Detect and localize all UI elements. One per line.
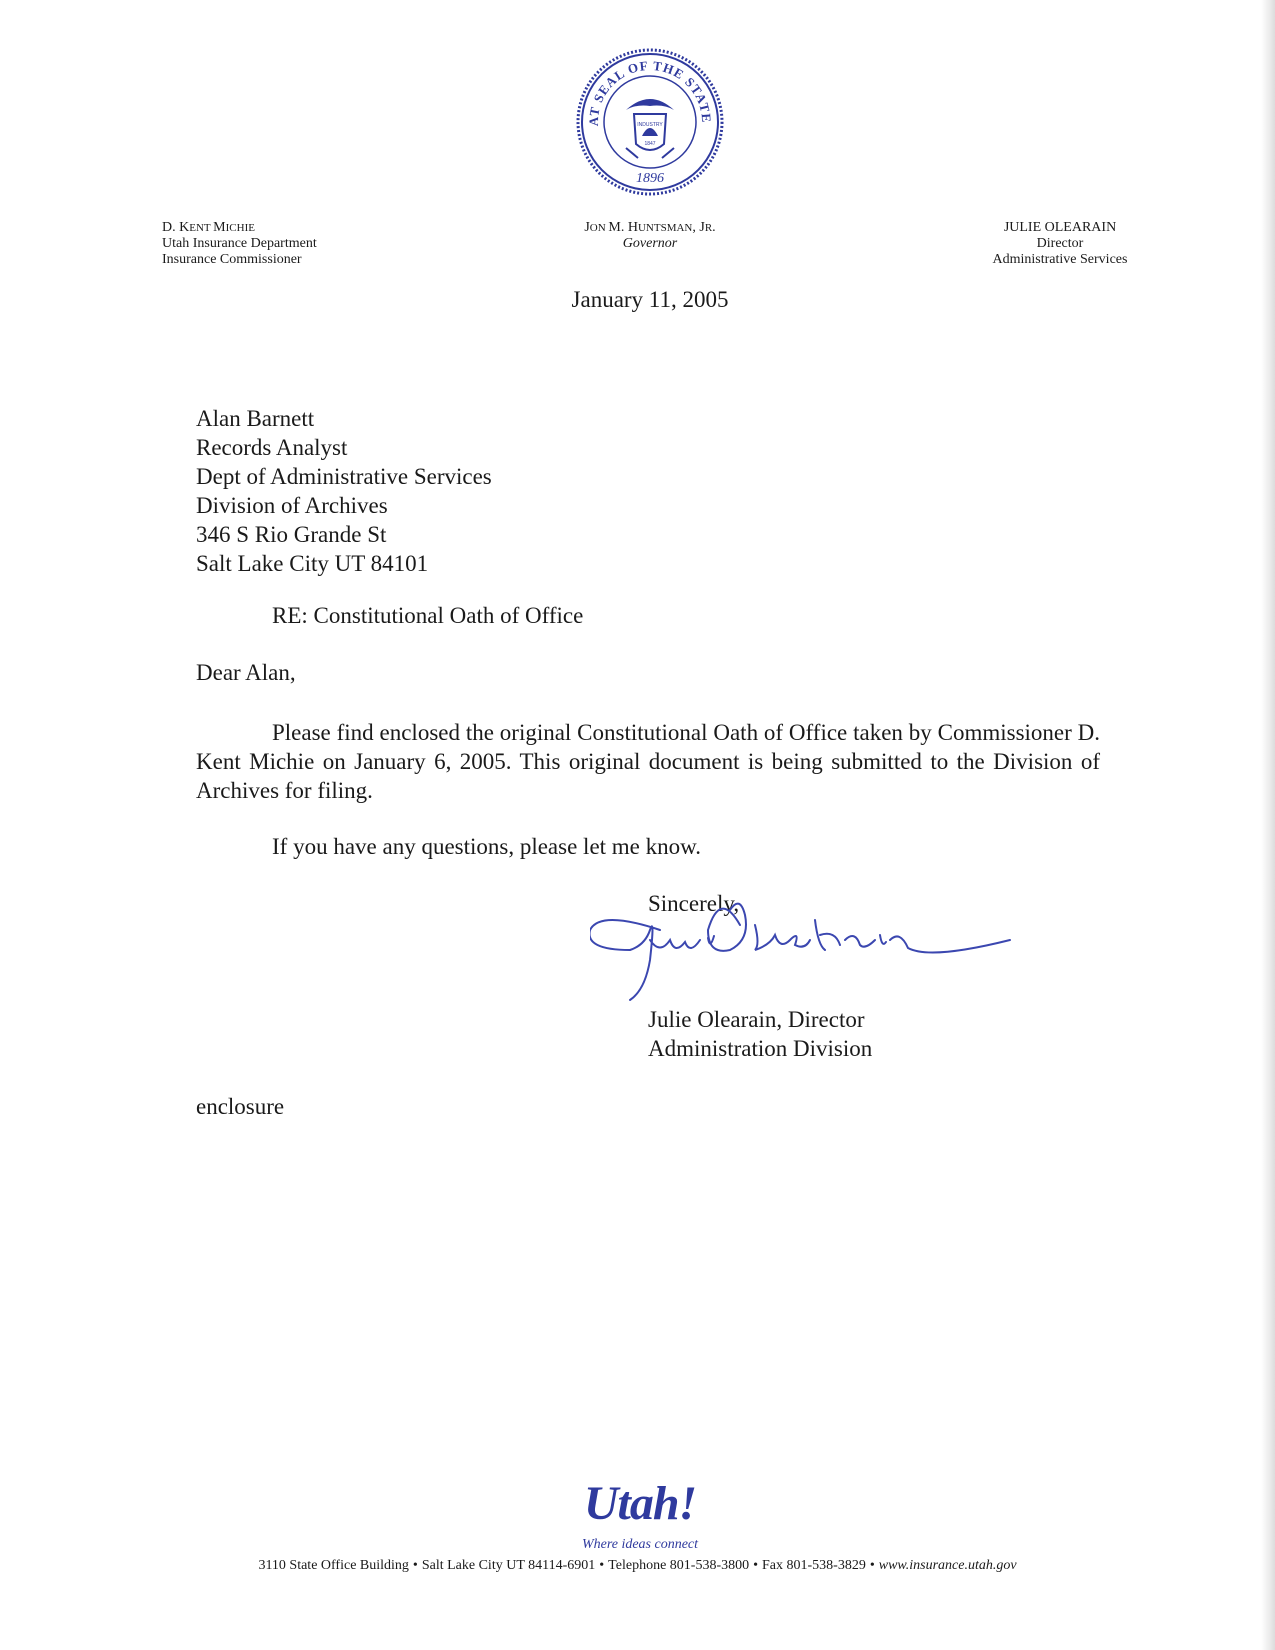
recipient-line: Records Analyst (196, 435, 348, 460)
body-paragraph-closing: If you have any questions, please let me know. (272, 834, 702, 859)
recipient-line: Division of Archives (196, 493, 388, 518)
footer-phone: Telephone 801-538-3800 (608, 1558, 750, 1573)
recipient-address (196, 404, 492, 578)
svg-text:INDUSTRY: INDUSTRY (637, 122, 663, 128)
svg-text:THE GREAT SEAL OF THE STATE OF: AT SEAL OF THE STATE (585, 57, 715, 127)
header-commissioner (162, 220, 317, 268)
recipient-line: 346 S Rio Grande St (196, 522, 387, 547)
director-department: Administrative Services (992, 252, 1128, 267)
footer-city: Salt Lake City UT 84114-6901 (421, 1558, 596, 1573)
header-director (920, 220, 1200, 268)
signer-block (648, 1005, 872, 1063)
header-governor (520, 220, 780, 252)
footer-url[interactable]: www.insurance.utah.gov (878, 1558, 1017, 1573)
body-paragraph: Please find enclosed the original Constitutional Oath of Office taken by Commissioner D. Kent Michie on January 6, 2005. This original document is being submitted to the Division of Archives for filing. (196, 720, 1100, 803)
svg-text:1847: 1847 (644, 141, 656, 147)
recipient-line: Dept of Administrative Services (196, 464, 492, 489)
director-name: JULIE OLEARAIN (1003, 220, 1117, 235)
subject-line: RE: Constitutional Oath of Office (272, 603, 584, 628)
letter-date: January 11, 2005 (571, 287, 729, 312)
recipient-line: Alan Barnett (196, 406, 315, 431)
footer-fax: Fax 801-538-3829 (762, 1558, 866, 1573)
footer-contact: 3110 State Office Building • Salt Lake City UT 84114-6901 • Telephone 801-538-3800 • Fax 801-538-3829 • www.insurance.utah.gov (258, 1558, 1017, 1573)
svg-text:1896: 1896 (636, 171, 664, 186)
state-seal (576, 48, 724, 196)
signer-name: Julie Olearain, Director (648, 1007, 865, 1032)
director-title: Director (1036, 236, 1084, 251)
commissioner-title: Insurance Commissioner (162, 252, 302, 267)
enclosure-note: enclosure (196, 1094, 285, 1119)
page-edge (1261, 0, 1275, 1650)
signer-division: Administration Division (648, 1036, 873, 1061)
recipient-line: Salt Lake City UT 84101 (196, 551, 429, 576)
complimentary-close: Sincerely, (648, 891, 740, 916)
salutation: Dear Alan, (196, 660, 296, 685)
utah-logo: Utah! (583, 1477, 697, 1530)
commissioner-name: D. KENT MICHIE (162, 220, 255, 235)
footer-address: 3110 State Office Building (258, 1558, 409, 1573)
governor-title: Governor (622, 236, 678, 251)
governor-name: JON M. HUNTSMAN, JR. (584, 220, 716, 235)
utah-tagline: Where ideas connect (581, 1537, 699, 1552)
commissioner-department: Utah Insurance Department (162, 236, 317, 251)
